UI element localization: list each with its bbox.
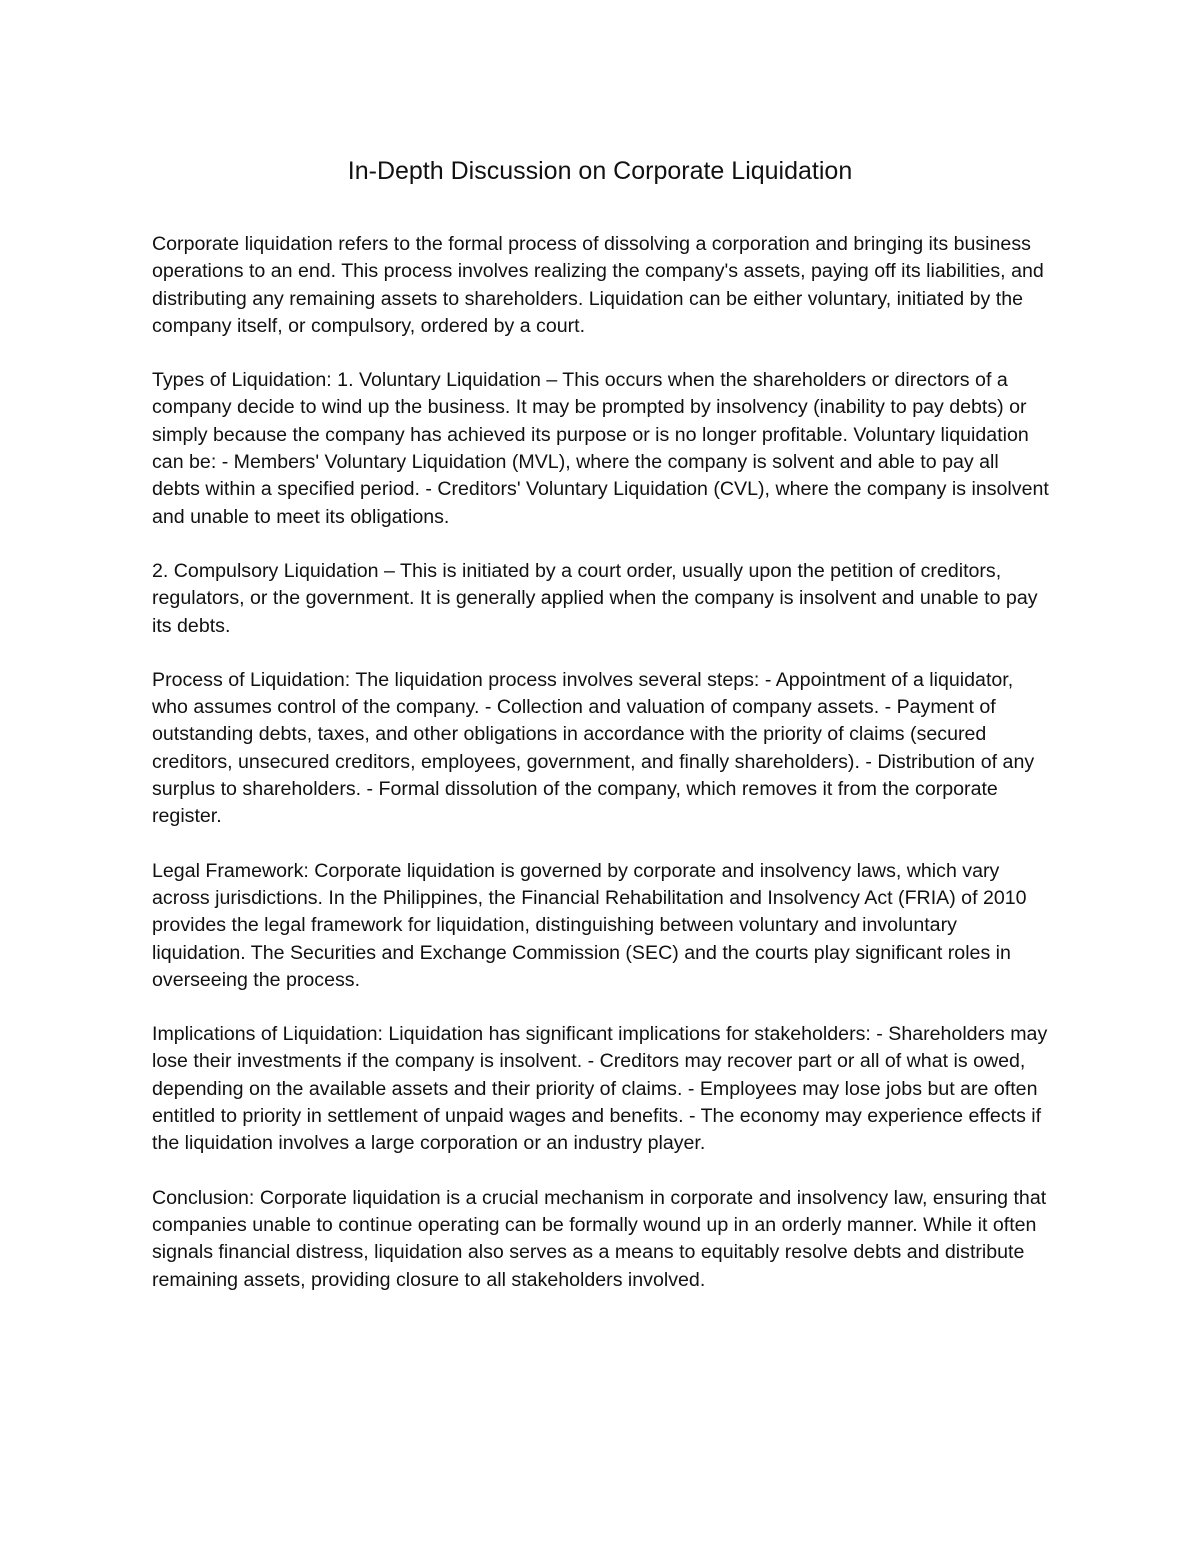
paragraph-conclusion: Conclusion: Corporate liquidation is a crucial mechanism in corporate and insolvency law, ensuring that companies unable to continue operating can be formally wound up in an orderly manner. While it often signals financial distress, liquidation also serves as a means to equitably resolve debts and distribute remaining assets, providing closure to all stakeholders involved.: [152, 1186, 1047, 1291]
document-title: In-Depth Discussion on Corporate Liquidation: [347, 157, 853, 185]
paragraph-introduction: Corporate liquidation refers to the formal process of dissolving a corporation and bringing its business operations to an end. This process involves realizing the company's assets, paying off its liabilities, and distributing any remaining assets to shareholders. Liquidation can be either voluntary, initiated by the company itself, or compulsory, ordered by a court.: [152, 233, 1044, 337]
document-body: [152, 231, 1052, 1321]
paragraph-process-of-liquidation: Process of Liquidation: The liquidation process involves several steps: - Appointment of a liquidator, who assumes control of the company. - Collection and valuation of company assets. - Payment of outstanding debts, taxes, and other obligations in accordance with the priority of claims (secured creditors, unsecured creditors, employees, government, and finally shareholders). - Distribution of any surplus to shareholders. - Formal dissolution of the company, which removes it from the corporate register.: [152, 668, 1035, 828]
paragraph-implications: Implications of Liquidation: Liquidation has significant implications for stakeholders: - Shareholders may lose their investments if the company is insolvent. - Creditors may recover part or all of what is owed, depending on the available assets and their priority of claims. - Employees may lose jobs but are often entitled to priority in settlement of unpaid wages and benefits. - The economy may experience effects if the liquidation involves a large corporation or an industry player.: [152, 1023, 1048, 1155]
paragraph-legal-framework: Legal Framework: Corporate liquidation is governed by corporate and insolvency laws, which vary across jurisdictions. In the Philippines, the Financial Rehabilitation and Insolvency Act (FRIA) of 2010 provides the legal framework for liquidation, distinguishing between voluntary and involuntary liquidation. The Securities and Exchange Commission (SEC) and the courts play significant roles in overseeing the process.: [152, 859, 1027, 991]
paragraph-types-of-liquidation: Types of Liquidation: 1. Voluntary Liquidation – This occurs when the shareholders or directors of a company decide to wind up the business. It may be prompted by insolvency (inability to pay debts) or simply because the company has achieved its purpose or is no longer profitable. Voluntary liquidation can be: - Members' Voluntary Liquidation (MVL), where the company is solvent and able to pay all debts within a specified period. - Creditors' Voluntary Liquidation (CVL), where the company is insolvent and unable to meet its obligations.: [152, 369, 1049, 528]
paragraph-compulsory-liquidation: 2. Compulsory Liquidation – This is initiated by a court order, usually upon the petition of creditors, regulators, or the government. It is generally applied when the company is insolvent and unable to pay its debts.: [152, 559, 1038, 637]
